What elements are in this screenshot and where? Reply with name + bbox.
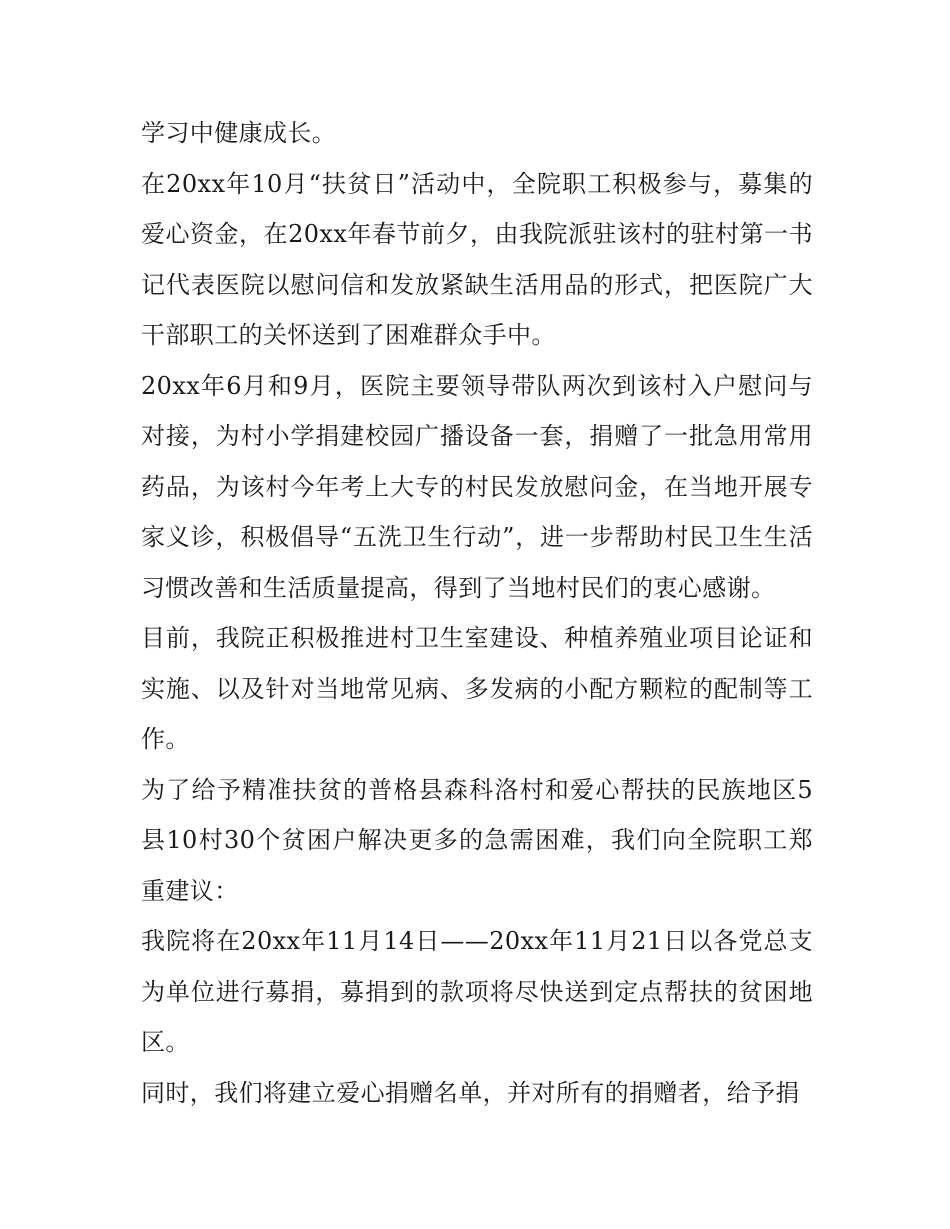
paragraph-current-work: 目前，我院正积极推进村卫生室建设、种植养殖业项目论证和实施、以及针对当地常见病、多发病的小配方颗粒的配制等工作。 (141, 624, 813, 753)
document-body (141, 108, 813, 1118)
paragraph-donation-period: 我院将在20xx年11月14日——20xx年11月21日以各党总支为单位进行募捐，募捐到的款项将尽快送到定点帮扶的贫困地区。 (141, 927, 813, 1056)
paragraph-proposal: 为了给予精准扶贫的普格县森科洛村和爱心帮扶的民族地区5县10村30个贫困户解决更多的急需困难，我们向全院职工郑重建议： (141, 775, 813, 905)
paragraph-donor-list: 同时，我们将建立爱心捐赠名单，并对所有的捐赠者，给予捐 (141, 1078, 800, 1107)
paragraph-continuation: 学习中健康成长。 (141, 119, 337, 147)
paragraph-visits: 20xx年6月和9月，医院主要领导带队两次到该村入户慰问与对接，为村小学捐建校园广播设备一套，捐赠了一批急用常用药品，为该村今年考上大专的村民发放慰问金，在当地开展专家义诊，积极倡导“五洗卫生行动”，进一步帮助村民卫生生活习惯改善和生活质量提高，得到了当地村民们的衷心感谢。 (141, 371, 813, 602)
paragraph-poverty-day: 在20xx年10月“扶贫日”活动中，全院职工积极参与，募集的爱心资金，在20xx年春节前夕，由我院派驻该村的驻村第一书记代表医院以慰问信和发放紧缺生活用品的形式，把医院广大干部职工的关怀送到了困难群众手中。 (141, 169, 813, 349)
